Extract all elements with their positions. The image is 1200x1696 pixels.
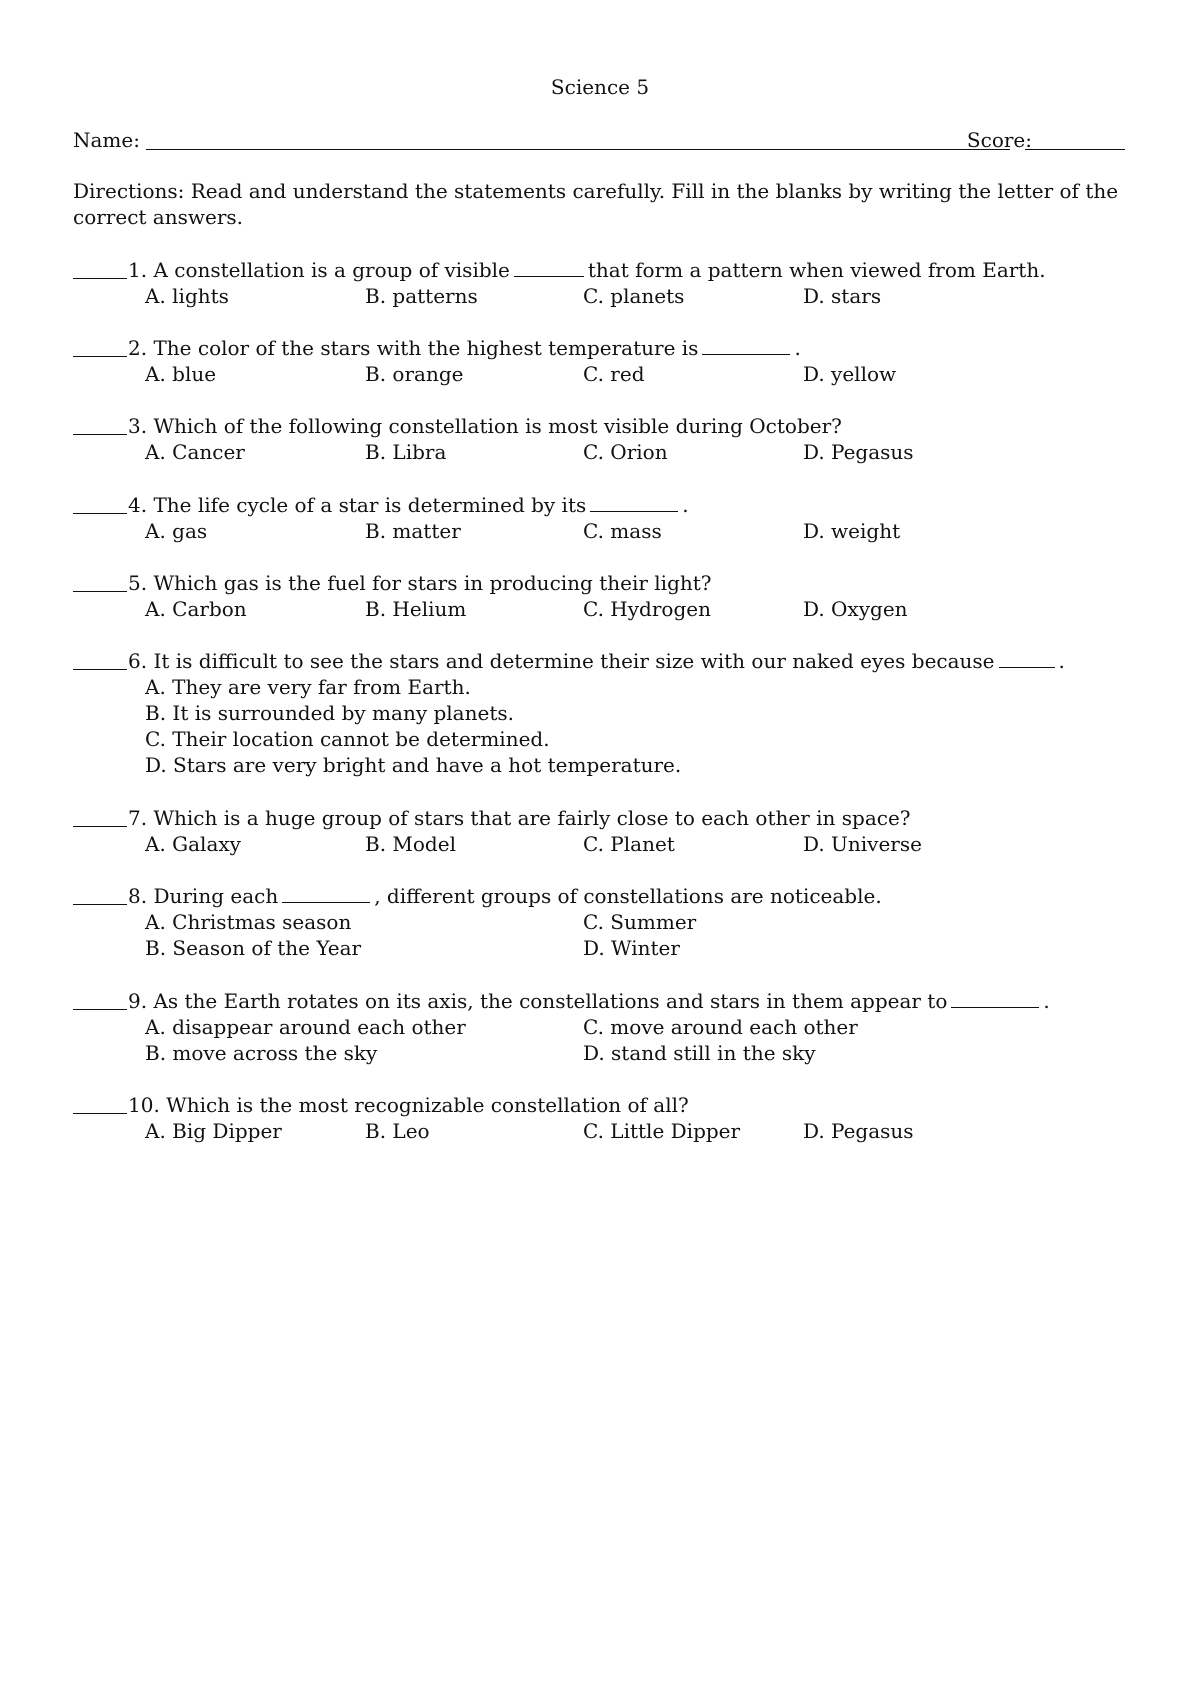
option-b: B. Model [365, 832, 456, 856]
answer-blank[interactable] [73, 433, 127, 435]
question-text: Which is a huge group of stars that are fairly close to each other in space? [153, 806, 911, 830]
option-c: C. Planet [583, 832, 675, 856]
answer-blank[interactable] [73, 903, 127, 905]
option-c: C. Their location cannot be determined. [145, 727, 550, 751]
fill-blank [999, 666, 1055, 668]
option-c: C. Orion [583, 440, 668, 464]
option-a: A. Big Dipper [145, 1119, 282, 1143]
name-score-row [73, 127, 1125, 153]
answer-blank[interactable] [73, 355, 127, 357]
option-c: C. red [583, 362, 645, 386]
fill-blank [514, 275, 584, 277]
question-2 [73, 335, 1143, 387]
question-number: 1. [128, 258, 148, 282]
question-5 [73, 570, 1143, 622]
question-stem [73, 648, 1143, 674]
question-text-after: that form a pattern when viewed from Earth. [587, 258, 1046, 282]
option-a: A. blue [145, 362, 217, 386]
question-4 [73, 492, 1143, 544]
question-text: Which of the following constellation is most visible during October? [153, 414, 842, 438]
option-b: B. Libra [365, 440, 447, 464]
page-title: Science 5 [550, 75, 650, 99]
question-text-after: . [794, 336, 801, 360]
question-text-after: , different groups of constellations are noticeable. [374, 884, 882, 908]
option-b: B. move across the sky [145, 1041, 378, 1065]
fill-blank [590, 510, 678, 512]
question-6 [73, 648, 1143, 778]
options-row [73, 831, 1143, 857]
option-a: A. Carbon [145, 597, 247, 621]
option-d: D. Universe [803, 832, 922, 856]
answer-blank[interactable] [73, 512, 127, 514]
options-list [145, 674, 1143, 778]
fill-blank [702, 353, 790, 355]
option-b: B. Helium [365, 597, 467, 621]
question-text-after: . [1043, 989, 1050, 1013]
question-number: 9. [128, 989, 148, 1013]
question-number: 7. [128, 806, 148, 830]
option-a: A. Cancer [145, 440, 245, 464]
option-c: C. Summer [583, 910, 697, 934]
question-stem [73, 257, 1143, 283]
option-b: B. It is surrounded by many planets. [145, 701, 514, 725]
question-10 [73, 1092, 1143, 1144]
question-text-before: It is difficult to see the stars and determine their size with our naked eyes because [153, 649, 995, 673]
question-1 [73, 257, 1143, 309]
options-row [73, 518, 1143, 544]
score-field[interactable] [1025, 149, 1125, 150]
options-grid [73, 909, 1143, 961]
answer-blank[interactable] [73, 825, 127, 827]
question-stem [73, 1092, 1143, 1118]
option-d: D. Winter [583, 936, 680, 960]
directions-text: Directions: Read and understand the statements carefully. Fill in the blanks by writing the letter of the correct answers. [73, 179, 1119, 229]
question-stem [73, 492, 1143, 518]
option-b: B. matter [365, 519, 461, 543]
question-stem [73, 413, 1143, 439]
question-3 [73, 413, 1143, 465]
name-field[interactable] [146, 149, 1010, 150]
question-number: 10. [128, 1093, 160, 1117]
answer-blank[interactable] [73, 1008, 127, 1010]
answer-blank[interactable] [73, 668, 127, 670]
question-text-after: . [1058, 649, 1065, 673]
question-number: 8. [128, 884, 148, 908]
option-a: A. Galaxy [145, 832, 241, 856]
option-a: A. Christmas season [145, 910, 352, 934]
options-row [73, 283, 1143, 309]
score-label: Score: [966, 128, 1032, 152]
option-d: D. Pegasus [803, 1119, 914, 1143]
fill-blank [951, 1006, 1039, 1008]
name-label: Name: [73, 128, 140, 152]
question-text-after: . [682, 493, 689, 517]
question-number: 2. [128, 336, 148, 360]
question-stem [73, 570, 1143, 596]
option-b: B. patterns [365, 284, 478, 308]
option-a: A. disappear around each other [145, 1015, 466, 1039]
question-stem [73, 335, 1143, 361]
option-c: C. mass [583, 519, 662, 543]
question-stem [73, 988, 1143, 1014]
option-b: B. orange [365, 362, 464, 386]
answer-blank[interactable] [73, 590, 127, 592]
question-number: 5. [128, 571, 148, 595]
question-text-before: The life cycle of a star is determined by its [153, 493, 587, 517]
question-text: Which gas is the fuel for stars in producing their light? [153, 571, 712, 595]
question-text-before: During each [153, 884, 279, 908]
question-text-before: As the Earth rotates on its axis, the constellations and stars in them appear to [153, 989, 948, 1013]
option-a: A. lights [145, 284, 229, 308]
question-number: 4. [128, 493, 148, 517]
question-7 [73, 805, 1143, 857]
question-number: 3. [128, 414, 148, 438]
option-b: B. Season of the Year [145, 936, 362, 960]
option-c: C. Little Dipper [583, 1119, 741, 1143]
options-grid [73, 1014, 1143, 1066]
option-a: A. gas [145, 519, 208, 543]
answer-blank[interactable] [73, 1112, 127, 1114]
question-stem [73, 883, 1143, 909]
answer-blank[interactable] [73, 277, 127, 279]
question-number: 6. [128, 649, 148, 673]
option-d: D. stand still in the sky [583, 1041, 816, 1065]
option-c: C. planets [583, 284, 685, 308]
question-text-before: The color of the stars with the highest temperature is [153, 336, 699, 360]
option-d: D. weight [803, 519, 901, 543]
option-d: D. Oxygen [803, 597, 908, 621]
option-b: B. Leo [365, 1119, 430, 1143]
question-text: Which is the most recognizable constellation of all? [166, 1093, 689, 1117]
option-d: D. Pegasus [803, 440, 914, 464]
question-text-before: A constellation is a group of visible [153, 258, 510, 282]
question-9 [73, 988, 1143, 1066]
option-c: C. Hydrogen [583, 597, 711, 621]
question-stem [73, 805, 1143, 831]
option-d: D. Stars are very bright and have a hot temperature. [145, 753, 682, 777]
option-c: C. move around each other [583, 1015, 858, 1039]
fill-blank [282, 901, 370, 903]
option-d: D. stars [803, 284, 882, 308]
options-row [73, 1118, 1143, 1144]
options-row [73, 439, 1143, 465]
options-row [73, 596, 1143, 622]
options-row [73, 361, 1143, 387]
option-a: A. They are very far from Earth. [145, 675, 471, 699]
option-d: D. yellow [803, 362, 897, 386]
question-8 [73, 883, 1143, 961]
